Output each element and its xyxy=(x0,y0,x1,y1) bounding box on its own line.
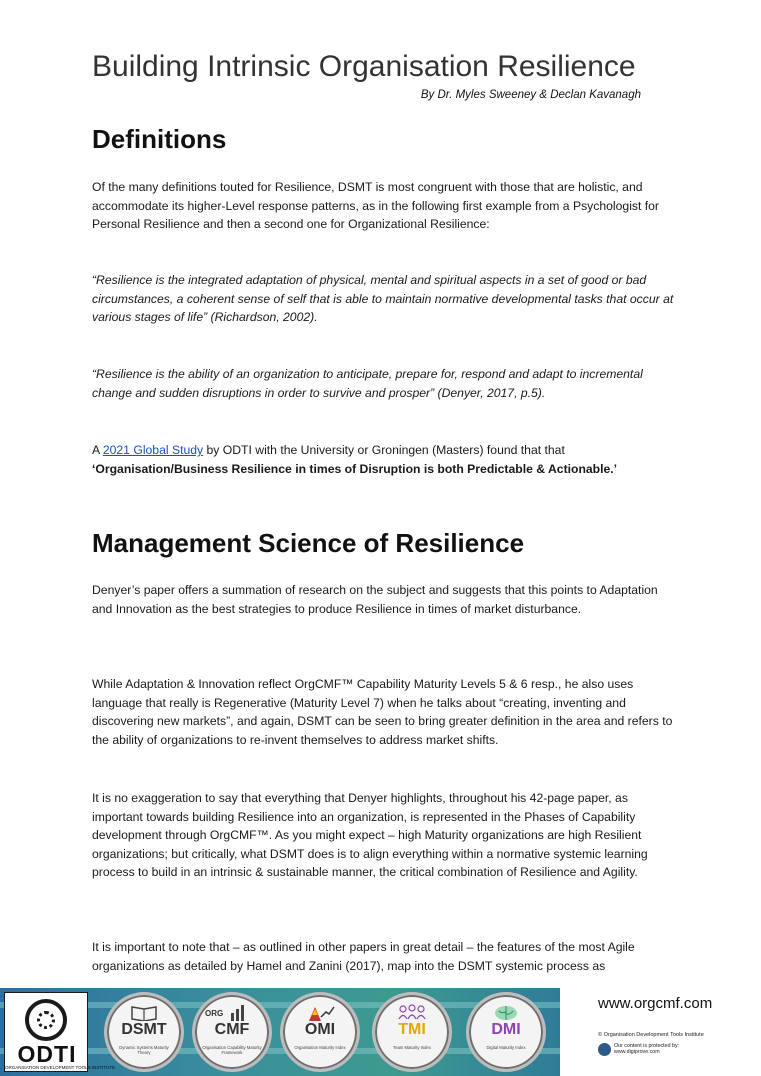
definitions-heading: Definitions xyxy=(92,124,227,154)
omi-badge-subtitle: Organisation Maturity Index xyxy=(294,1045,346,1050)
omi-badge-name: OMI xyxy=(304,1021,336,1038)
richardson-quote: “Resilience is the integrated adaptation of physical, mental and spiritual aspects in a set of good or bad circumstances, a coherent sense of self that is able to maintain normative developmental tasks that occur at various stages of life” (Richardson, 2002). xyxy=(92,273,674,325)
odti-dial-icon xyxy=(25,999,67,1041)
management-paragraph-4: It is important to note that – as outlined in other papers in great detail – the features of the most Agile organizations as detailed by Hamel and Zanini (2017), map into the DSMT systemic process as xyxy=(92,940,635,973)
omi-badge xyxy=(280,992,360,1072)
tmi-badge-name: TMI xyxy=(398,1021,426,1038)
odti-logo-subtitle: ORGANISATION DEVELOPMENT TOOLS INSTITUTE xyxy=(5,1065,116,1070)
people-icon xyxy=(397,1003,427,1021)
orgcmf-badge xyxy=(192,992,272,1072)
denyer-quote: “Resilience is the ability of an organization to anticipate, prepare for, respond and adapt to incremental change and sudden disruptions in order to survive and prosper” (Denyer, 2017, p.5). xyxy=(92,367,643,400)
dsmt-badge-subtitle: Dynamic Systems Maturity Theory xyxy=(119,1045,169,1055)
orgcmf-badge-name: CMF xyxy=(214,1021,250,1038)
brain-icon xyxy=(491,1003,521,1021)
orgcmf-badge-subtitle: Organisation Capability Maturity Framework xyxy=(202,1045,262,1055)
dsmt-badge-name: DSMT xyxy=(121,1021,167,1038)
tmi-badge xyxy=(372,992,452,1072)
study-prefix: A xyxy=(92,443,103,457)
dmi-badge-subtitle: Digital Maturity Index xyxy=(486,1045,526,1050)
book-icon xyxy=(129,1003,159,1021)
orgcmf-badge-prefix: ORG xyxy=(205,1009,224,1018)
website-link[interactable]: www.orgcmf.com xyxy=(598,995,713,1012)
tmi-badge-subtitle: Team Maturity Index xyxy=(393,1045,431,1050)
digiprove-seal-icon xyxy=(598,1043,611,1056)
footer-logo-band xyxy=(0,988,560,1076)
odti-logo-name: ODTI xyxy=(17,1041,77,1067)
definitions-intro-paragraph: Of the many definitions touted for Resilience, DSMT is most congruent with those that are holistic, and accommodate its higher-Level response patterns, as in the following first example from a Psychologist for Personal Resilience and then a second one for Organizational Resilience: xyxy=(92,180,659,232)
dmi-badge-name: DMI xyxy=(491,1021,521,1038)
protection-line-2[interactable]: www.digiprove.com xyxy=(614,1049,660,1055)
management-paragraph-1: Denyer’s paper offers a summation of research on the subject and suggests that this points to Adaptation and Innovation as the best strategies to produce Resilience in times of market disturbance. xyxy=(92,583,658,616)
global-study-paragraph xyxy=(92,441,677,478)
dmi-badge xyxy=(466,992,546,1072)
global-study-link[interactable]: 2021 Global Study xyxy=(102,443,204,457)
management-paragraph-2: While Adaptation & Innovation reflect OrgCMF™ Capability Maturity Levels 5 & 6 resp., he also uses language that really is Regenerative (Maturity Level 7) when he talks about “creating, inventing and discovering new markets”, and again, DSMT can be seen to bring greater definition in the area and refers to the ability of organizations to re-invent themselves to address market shifts. xyxy=(92,677,673,747)
management-science-heading: Management Science of Resilience xyxy=(92,528,525,558)
copyright-notice: © Organisation Development Tools Institute xyxy=(598,1032,704,1038)
odti-logo xyxy=(4,992,116,1072)
study-text: by ODTI with the University or Groningen (Masters) found that that xyxy=(203,443,565,457)
document-title: Building Intrinsic Organisation Resilience xyxy=(92,50,636,83)
protection-line-1: Our content is protected by: xyxy=(614,1043,680,1049)
author-byline: By Dr. Myles Sweeney & Declan Kavanagh xyxy=(420,89,641,101)
pyramid-icon xyxy=(305,1003,335,1021)
protection-notice xyxy=(614,1043,694,1055)
study-finding: ‘Organisation/Business Resilience in times of Disruption is both Predictable & Actionable.’ xyxy=(92,461,618,476)
management-paragraph-3: It is no exaggeration to say that everything that Denyer highlights, throughout his 42-page paper, as important towards building Resilience into an organization, is represented in the Phases of Capability development through OrgCMF™. As you might expect – high Maturity organizations are high Resilient organizations; but critically, what DSMT does is to align everything within a normative systemic learning process to build in an intrinsic & sustainable manner, the critical combination of Resilience and Agility. xyxy=(92,791,648,880)
dsmt-badge xyxy=(104,992,184,1072)
